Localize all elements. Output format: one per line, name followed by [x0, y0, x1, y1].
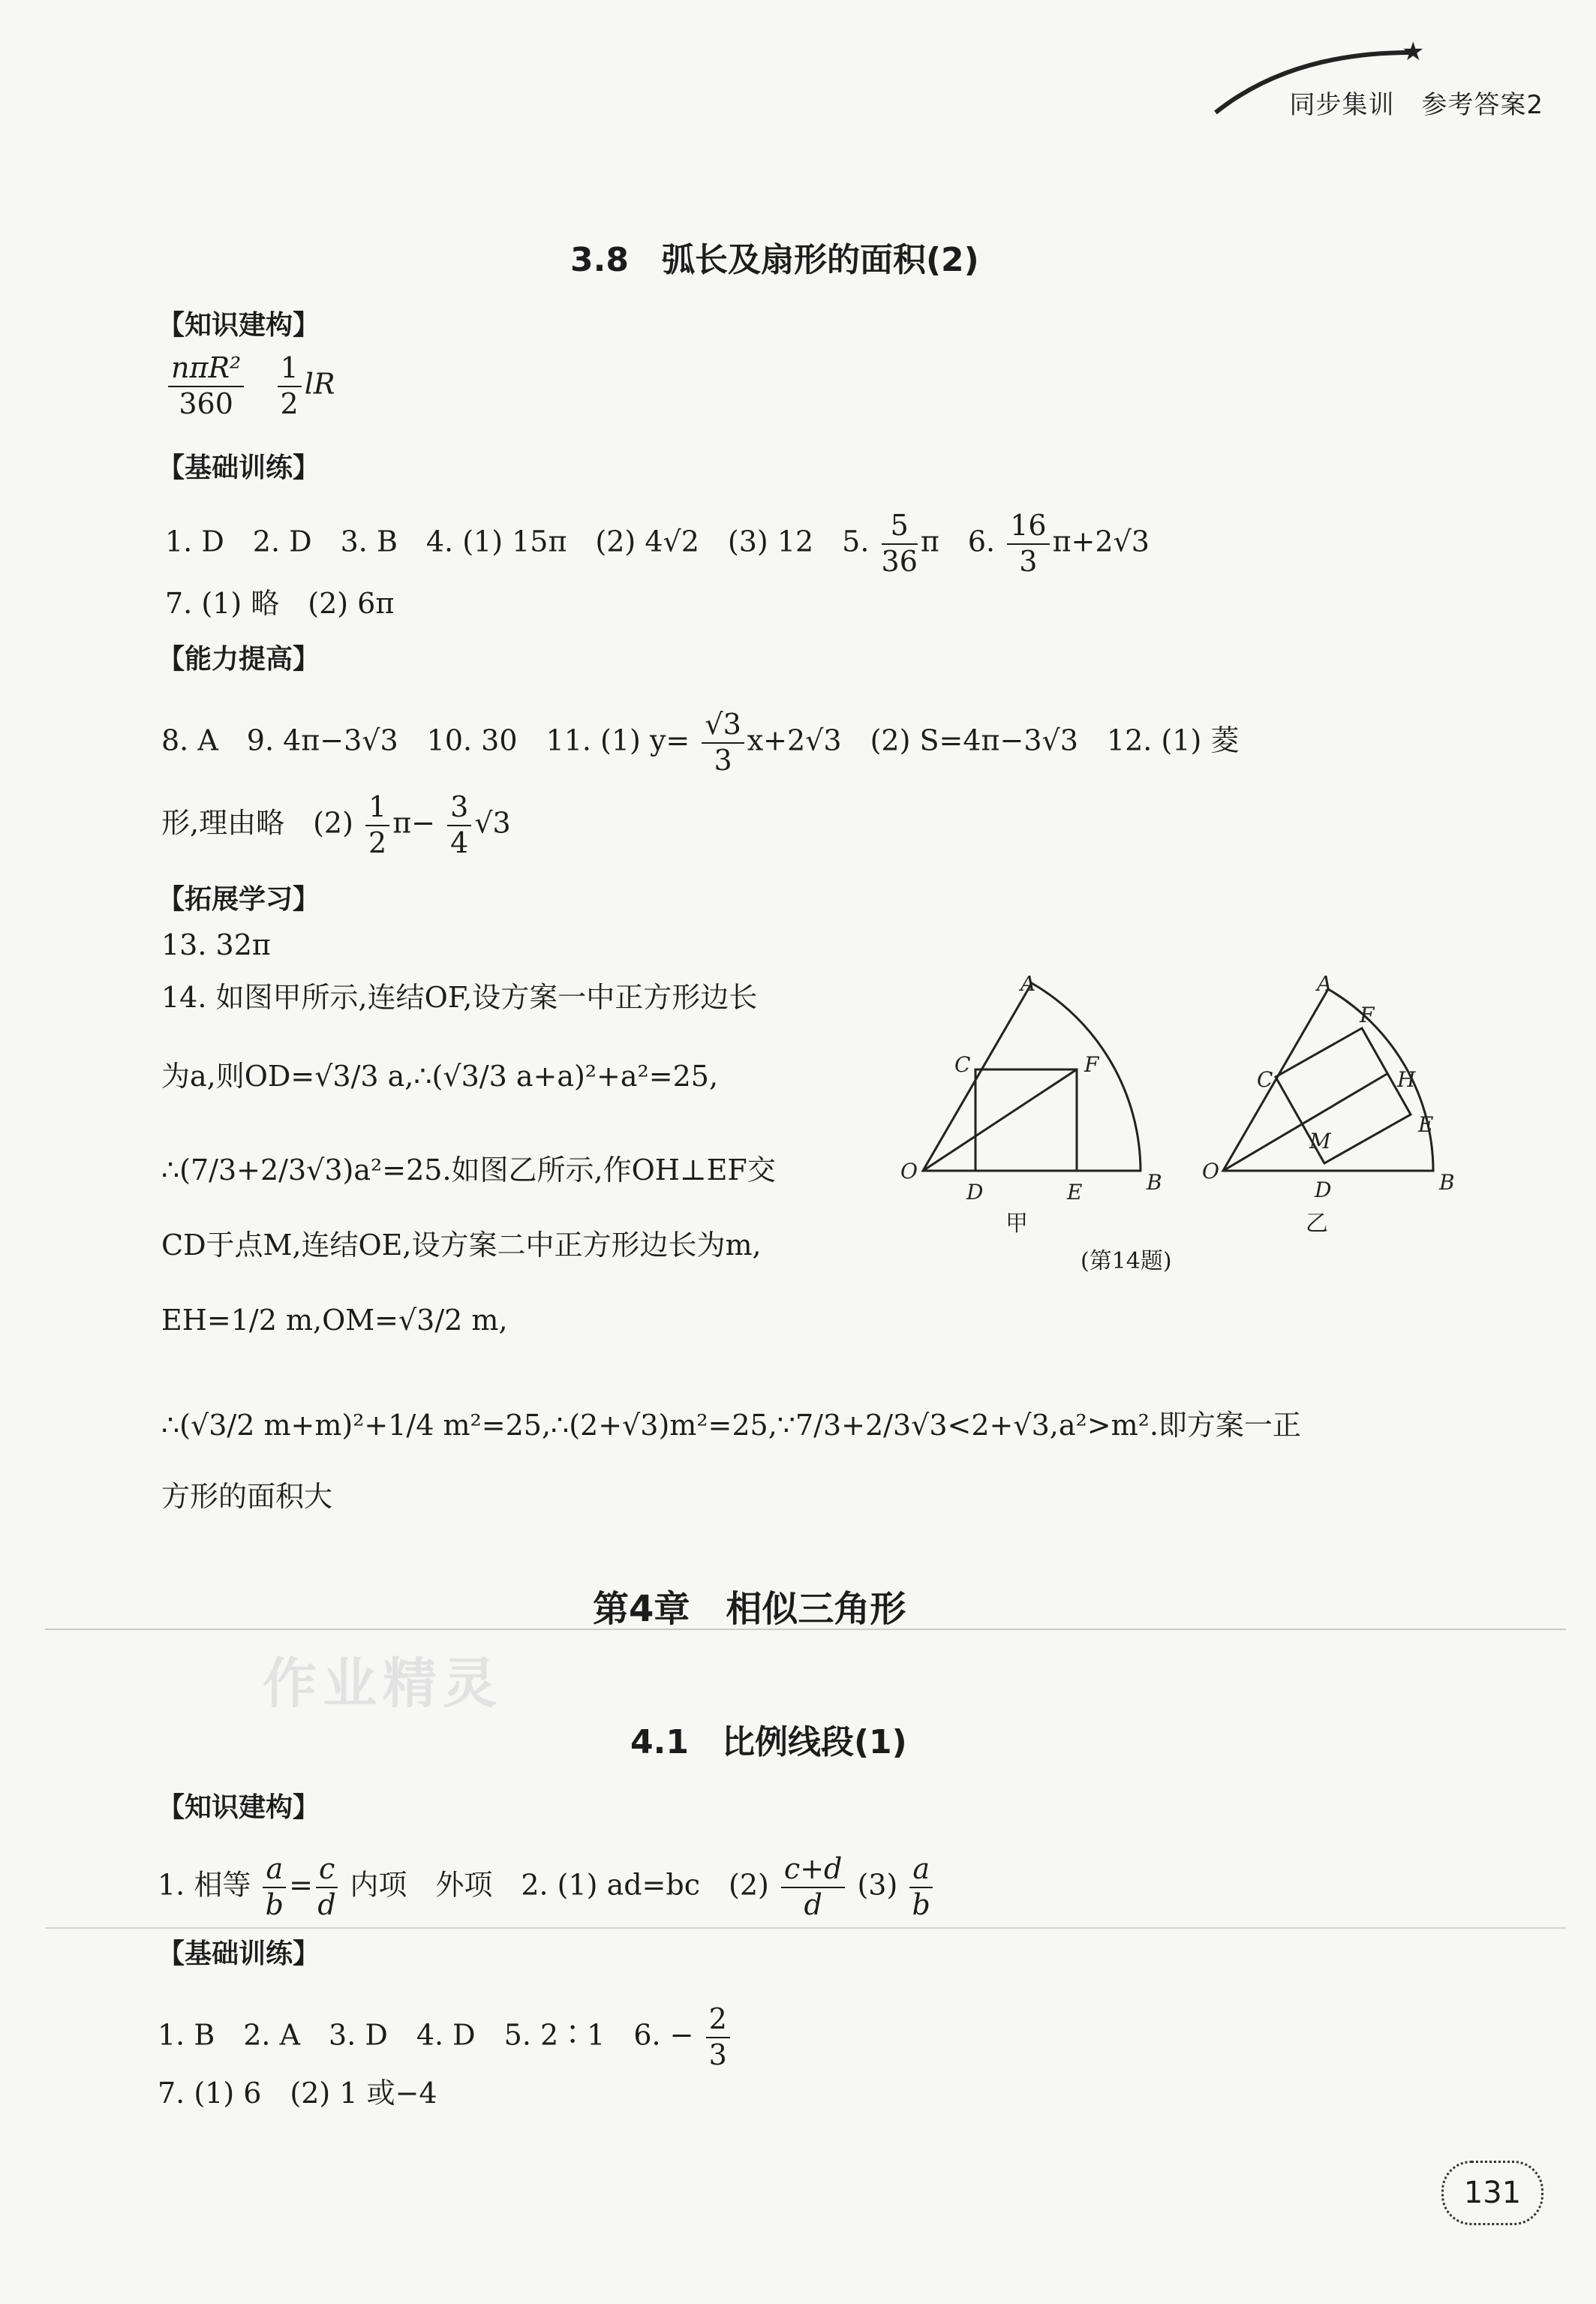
basic-answers-4-1-line-2: 7. (1) 6 (2) 1 或−4 [158, 2077, 437, 2110]
label-D-jia: D [966, 1180, 984, 1205]
label-O-jia: O [900, 1159, 918, 1184]
extend-answer-14-line-6: ∴(√3/2 m+m)²+1/4 m²=25,∴(2+√3)m²=25,∵7/3+2/3√3<2+√3,a²>m².即方案一正 [161, 1409, 1301, 1442]
header-book: 同步集训 [1289, 90, 1395, 120]
formula-sector-area: $\frac{\text{nπR²}}{360}$ [168, 353, 244, 420]
knowledge-formulas: $\frac{\text{nπR²}}{360}$ $\frac{1}{2}$ lR [165, 353, 335, 420]
basic-answers-line-1: 1. D 2. D 3. B 4. (1) 15π (2) 4√2 (3) 12 5. $\frac{5}{36}$ π 6. $\frac{16}{3}$ π+2√3 [165, 509, 1150, 578]
label-C-jia: C [954, 1052, 971, 1077]
extend-answer-14-line-2: 为a,则OD=√3/3 a,∴(√3/3 a+a)²+a²=25, [161, 1060, 719, 1093]
ability-answers-line-1: 8. A 9. 4π−3√3 10. 30 11. (1) y= $\frac{√3}{3}$ x+2√3 (2) S=4π−3√3 12. (1) 菱 [161, 708, 1240, 777]
label-A-yi: A [1317, 976, 1333, 996]
running-header [1272, 84, 1543, 121]
header-answers: 参考答案2 [1421, 90, 1543, 120]
ability-answers-line-2: 形,理由略 (2) $\frac{1}{2}$ π− $\frac{3}{4}$ √3 [161, 790, 511, 859]
section-divider [45, 1927, 1566, 1929]
heading-basic-4-1: 【基础训练】 [158, 1939, 320, 1969]
label-A-jia: A [1020, 976, 1036, 996]
heading-extend: 【拓展学习】 [158, 884, 320, 915]
svg-text:★: ★ [1402, 37, 1425, 67]
label-E-yi: E [1418, 1112, 1434, 1137]
label-B-yi: B [1439, 1170, 1455, 1195]
extend-answer-14-line-7: 方形的面积大 [161, 1480, 333, 1513]
extend-answer-14-line-1: 14. 如图甲所示,连结OF,设方案一中正方形边长 [161, 981, 758, 1014]
label-E-jia: E [1067, 1180, 1083, 1205]
label-H-yi: H [1397, 1067, 1416, 1092]
chapter-title: 第4章 相似三角形 [593, 1588, 906, 1630]
extend-answer-14-line-5: EH=1/2 m,OM=√3/2 m, [161, 1304, 508, 1337]
heading-knowledge: 【知识建构】 [158, 310, 320, 341]
basic-answers-line-2: 7. (1) 略 (2) 6π [165, 587, 395, 620]
heading-ability: 【能力提高】 [158, 644, 320, 675]
section-title-4-1: 4.1 比例线段(1) [630, 1723, 907, 1761]
label-B-jia: B [1147, 1170, 1162, 1195]
label-M-yi: M [1309, 1129, 1331, 1154]
section-title-3-8: 3.8 弧长及扇形的面积(2) [570, 241, 979, 279]
label-C-yi: C [1257, 1067, 1273, 1092]
extend-answer-13: 13. 32π [161, 928, 271, 961]
figure-14 [893, 976, 1471, 1276]
page-number: 131 [1441, 2161, 1543, 2225]
heading-knowledge-4-1: 【知识建构】 [158, 1792, 320, 1823]
figure-jia-label: 甲 [1005, 1211, 1028, 1237]
figure-caption: (第14题) [1081, 1248, 1172, 1274]
label-F-yi: F [1360, 1003, 1375, 1027]
basic-answers-4-1-line-1: 1. B 2. A 3. D 4. D 5. 2∶1 6. − $\frac{2}{3}$ [158, 2004, 733, 2071]
extend-answer-14-line-4: CD于点M,连结OE,设方案二中正方形边长为m, [161, 1229, 762, 1262]
formula-half: $\frac{1}{2}$ [278, 353, 302, 420]
knowledge-answers-4-1: 1. 相等 $\frac{a}{b}$ = $\frac{c}{d}$ 内项 外项 2. (1) ad=bc (2) $\frac{c+d}{d}$ (3) $\frac{a}{b}$ [158, 1854, 936, 1921]
figure-jia-drawing [923, 983, 1141, 1171]
watermark: 作业精灵 [263, 1652, 503, 1715]
label-D-yi: D [1315, 1178, 1332, 1202]
heading-basic-training: 【基础训练】 [158, 453, 320, 483]
label-F-jia: F [1084, 1052, 1099, 1077]
figure-yi-label: 乙 [1306, 1211, 1328, 1237]
extend-answer-14-line-3: ∴(7/3+2/3√3)a²=25.如图乙所示,作OH⊥EF交 [161, 1154, 776, 1187]
label-O-yi: O [1202, 1159, 1219, 1184]
